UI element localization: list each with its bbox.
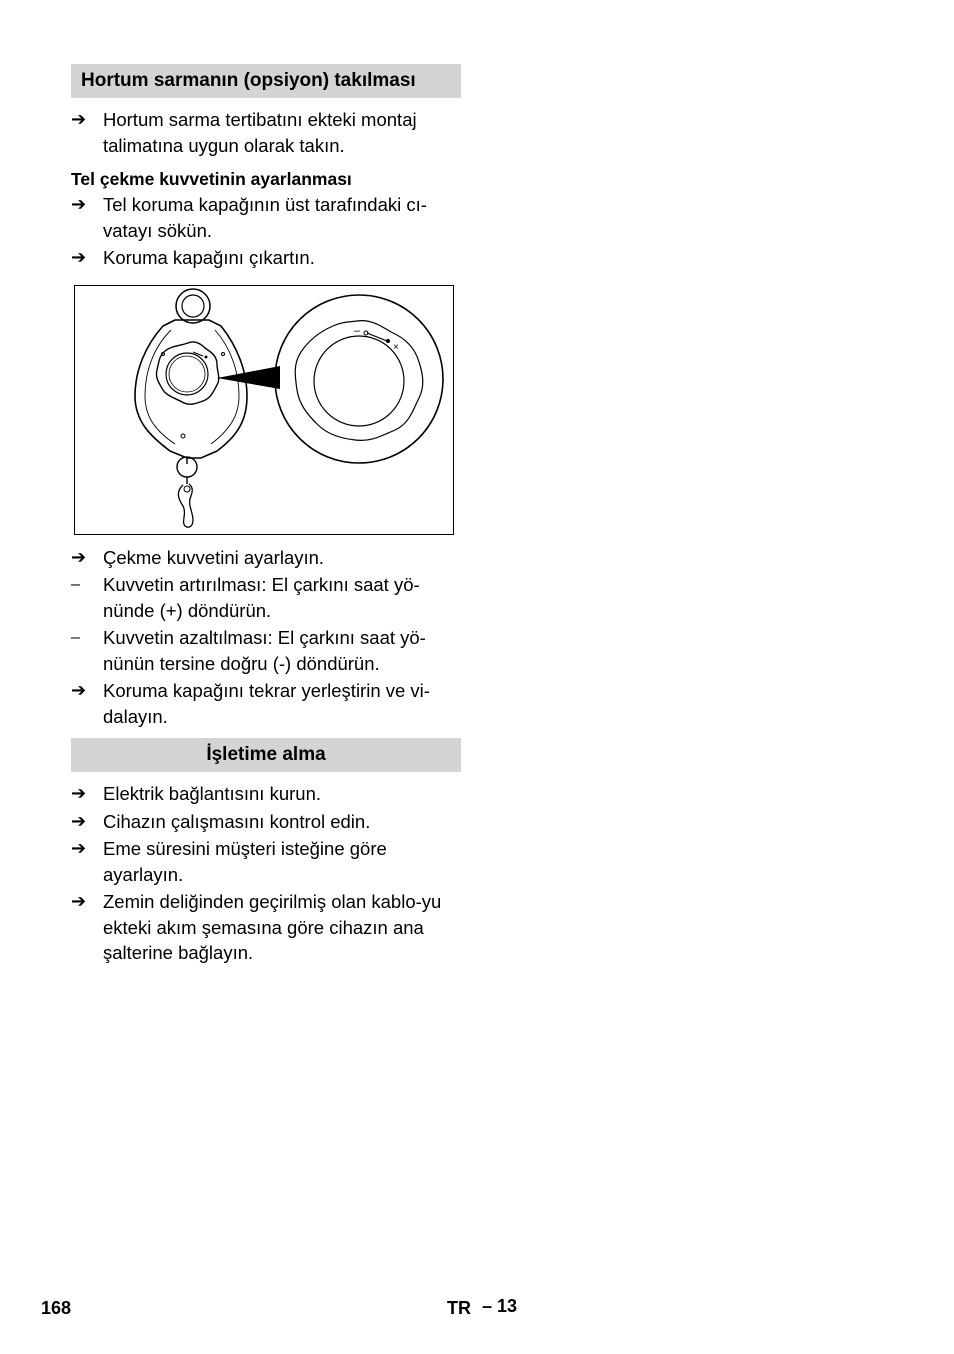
arrow-bullet-icon: ➔ <box>71 783 87 803</box>
list-item-text: Kuvvetin azaltılması: El çarkını saat yö-nünün tersine doğru (-) döndürün. <box>103 627 426 674</box>
list-item-text: Cihazın çalışmasını kontrol edin. <box>103 810 371 832</box>
list-item <box>71 809 461 835</box>
dash-bullet-icon: – <box>71 576 80 593</box>
list-item-text: Koruma kapağını tekrar yerleştirin ve vi-dalayın. <box>103 680 430 727</box>
minus-symbol: – <box>354 324 361 337</box>
arrow-bullet-icon: ➔ <box>71 247 87 267</box>
page-number: 168 <box>41 1298 72 1318</box>
list-item <box>71 678 461 729</box>
list-item <box>71 245 461 271</box>
subsection-title: Tel çekme kuvvetinin ayarlanması <box>71 169 352 189</box>
list-item <box>71 889 461 966</box>
list-item <box>71 625 461 676</box>
list-item <box>71 545 461 571</box>
section-title-commissioning: İşletime alma <box>71 738 461 772</box>
list-item <box>71 107 461 158</box>
arrow-bullet-icon: ➔ <box>71 680 87 700</box>
list-item <box>71 572 461 623</box>
list-item-text: Elektrik bağlantısını kurun. <box>103 783 321 804</box>
arrow-bullet-icon: ➔ <box>71 838 87 858</box>
hose-reel-figure <box>74 285 454 535</box>
list-item-text: Hortum sarma tertibatını ekteki montaj talimatına uygun olarak takın. <box>103 109 417 156</box>
list-item <box>71 192 461 243</box>
arrow-bullet-icon: ➔ <box>71 546 87 567</box>
section-page-number: – 13 <box>482 1296 518 1316</box>
section-title-hose-reel: Hortum sarmanın (opsiyon) takılması <box>71 64 461 98</box>
arrow-bullet-icon: ➔ <box>71 194 87 214</box>
list-item-text: Eme süresini müşteri isteğine göre ayarlayın. <box>103 838 387 885</box>
arrow-bullet-icon: ➔ <box>71 891 87 911</box>
arrow-bullet-icon: ➔ <box>71 810 87 831</box>
language-code: TR <box>447 1298 471 1318</box>
content-column <box>71 64 461 966</box>
list-item-text: Zemin deliğinden geçirilmiş olan kablo-yu ekteki akım şemasına göre cihazın ana şalterine bağlayın. <box>103 891 442 963</box>
list-item-text: Kuvvetin artırılması: El çarkını saat yö-nünde (+) döndürün. <box>103 574 420 621</box>
hose-reel-drawing <box>75 286 453 534</box>
list-item <box>71 781 461 807</box>
list-item-text: Koruma kapağını çıkartın. <box>103 247 315 268</box>
arrow-bullet-icon: ➔ <box>71 109 87 129</box>
times-symbol: × <box>393 341 399 353</box>
list-item <box>71 836 461 887</box>
list-item-text: Çekme kuvvetini ayarlayın. <box>103 546 325 568</box>
dash-bullet-icon: – <box>71 629 80 646</box>
list-item-text: Tel koruma kapağının üst tarafındaki cı-vatayı sökün. <box>103 194 427 241</box>
